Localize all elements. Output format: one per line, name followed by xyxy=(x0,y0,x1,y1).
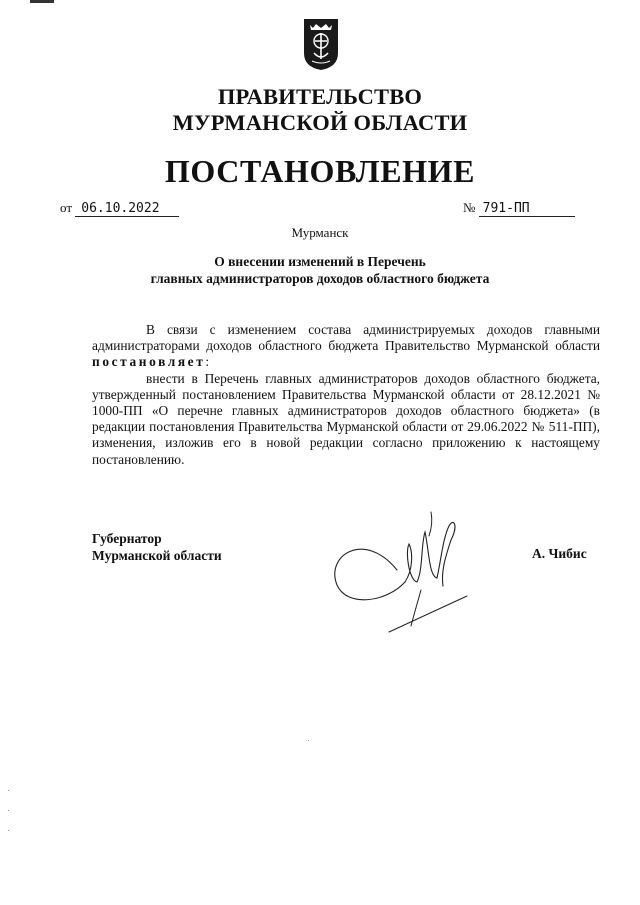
document-subject xyxy=(0,253,640,287)
body-paragraph-1 xyxy=(92,322,600,371)
body-paragraph-1-end: : xyxy=(205,354,210,370)
resolution-word: постановляет xyxy=(92,354,206,370)
body-paragraph-1-text: В связи с изменением состава администрируемых доходов главными администраторами доходов областного бюджета Правительство Мурманской области xyxy=(92,322,600,354)
date-prefix: от xyxy=(60,200,73,215)
subject-line2: главных администраторов доходов областного бюджета xyxy=(150,271,490,286)
signatory-name: А. Чибис xyxy=(532,546,587,561)
scan-artifact xyxy=(30,0,54,3)
subject-line1: О внесении изменений в Перечень xyxy=(214,254,426,269)
government-title-line2: МУРМАНСКОЙ ОБЛАСТИ xyxy=(172,110,468,135)
document-type: ПОСТАНОВЛЕНИЕ xyxy=(164,153,476,189)
government-title xyxy=(0,84,640,136)
scan-dot xyxy=(8,830,9,831)
number-prefix: № xyxy=(463,200,476,215)
signatory-title-line2: Мурманской области xyxy=(92,548,222,563)
number-line xyxy=(463,200,575,217)
date-line xyxy=(60,200,179,217)
document-date: 06.10.2022 xyxy=(75,201,179,217)
scan-dot xyxy=(308,740,309,741)
signatory-title xyxy=(92,530,222,564)
government-title-line1: ПРАВИТЕЛЬСТВО xyxy=(217,84,423,109)
document-body xyxy=(92,322,600,468)
document-number: 791-ПП xyxy=(479,201,575,217)
body-paragraph-2: внести в Перечень главных администраторов доходов областного бюджета, утвержденный постановлением Правительства Мурманской области от 28.12.2021 № 1000-ПП «О перечне главных администраторов доходов областного бюджета» (в редакции постановления Правительства Мурманской области от 29.06.2022 № 511-ПП), изменения, изложив его в новой редакции согласно приложению к настоящему постановлению. xyxy=(92,370,600,467)
signature-icon xyxy=(325,500,475,640)
scan-dot xyxy=(8,810,9,811)
city: Мурманск xyxy=(291,225,349,240)
signatory-title-line1: Губернатор xyxy=(92,531,162,546)
coat-of-arms-icon xyxy=(302,17,340,71)
scan-dot xyxy=(8,790,9,791)
